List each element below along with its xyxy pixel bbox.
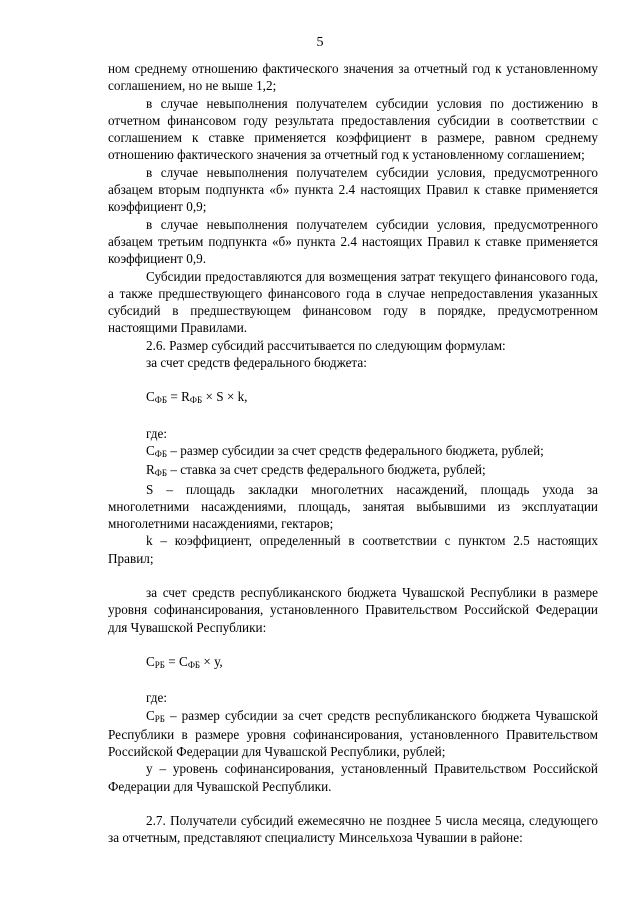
paragraph-2-6: 2.6. Размер субсидий рассчитывается по следующим формулам:: [146, 337, 506, 353]
paragraph-condition-result: в случае невыполнения получателем субсидии условия по достижению в отчетном финансовом году результата предоставления субсидии в соответствии с соглашением к ставке применяется коэффициент в размере, равном среднему отношению фактического значения за отчетный год к установленному соглашением;: [108, 95, 598, 163]
definition-k: k – коэффициент, определенный в соответствии с пунктом 2.5 настоящих Правил;: [108, 533, 598, 566]
definition-y: у – уровень софинансирования, установленный Правительством Российской Федерации для Чувашской Республики.: [108, 761, 598, 794]
paragraph-condition-third: в случае невыполнения получателем субсидии условия, предусмотренного абзацем третьим подпункта «б» пункта 2.4 настоящих Правил к ставке применяется коэффициент 0,9.: [108, 216, 598, 267]
formula-republic: $С_{РБ} = С_{ФБ} \times у$,: [146, 653, 223, 670]
paragraph-continuation: ном среднему отношению фактического значения за отчетный год к установленному соглашением, но не выше 1,2;: [108, 61, 598, 94]
definition-c-rb: $С_{РБ}$ – размер субсидии за счет средств республиканского бюджета Чувашской Республики в размере уровня софинансирования, установленного Правительством Российской Федерации для Чувашской Республики, рублей;: [108, 707, 598, 760]
document-body: [108, 60, 598, 847]
paragraph-subsidy-purpose: Субсидии предоставляются для возмещения затрат текущего финансового года, а также предшествующего финансового года в случае непредоставления указанных субсидий в предшествующем финансовом году в порядке, предусмотренном настоящими Правилами.: [108, 268, 598, 336]
where-label-2: где:: [146, 690, 167, 706]
definition-r-fb: $R_{ФБ}$ – ставка за счет средств федерального бюджета, рублей;: [146, 462, 486, 479]
paragraph-condition-second: в случае невыполнения получателем субсидии условия, предусмотренного абзацем вторым подпункта «б» пункта 2.4 настоящих Правил к ставке применяется коэффициент 0,9;: [108, 164, 598, 215]
paragraph-federal-intro: за счет средств федерального бюджета:: [146, 355, 367, 371]
definition-s: S – площадь закладки многолетних насаждений, площадь ухода за многолетними насаждениями, площадь, занятая выбывшими из эксплуатации многолетними насаждениями, гектаров;: [108, 481, 598, 532]
paragraph-2-7: 2.7. Получатели субсидий ежемесячно не позднее 5 числа месяца, следующего за отчетным, представляют специалисту Минсельхоза Чувашии в районе:: [108, 812, 598, 846]
paragraph-republic-intro: за счет средств республиканского бюджета Чувашской Республики в размере уровня софинансирования, установленного Правительством Российской Федерации для Чувашской Республики:: [108, 585, 598, 635]
definition-c-fb: $С_{ФБ}$ – размер субсидии за счет средств федерального бюджета, рублей;: [146, 442, 544, 459]
formula-federal: $С_{ФБ} = R_{ФБ} \times S \times k$,: [146, 389, 248, 406]
where-label-1: где:: [146, 425, 167, 441]
page-number: 5: [316, 35, 324, 50]
